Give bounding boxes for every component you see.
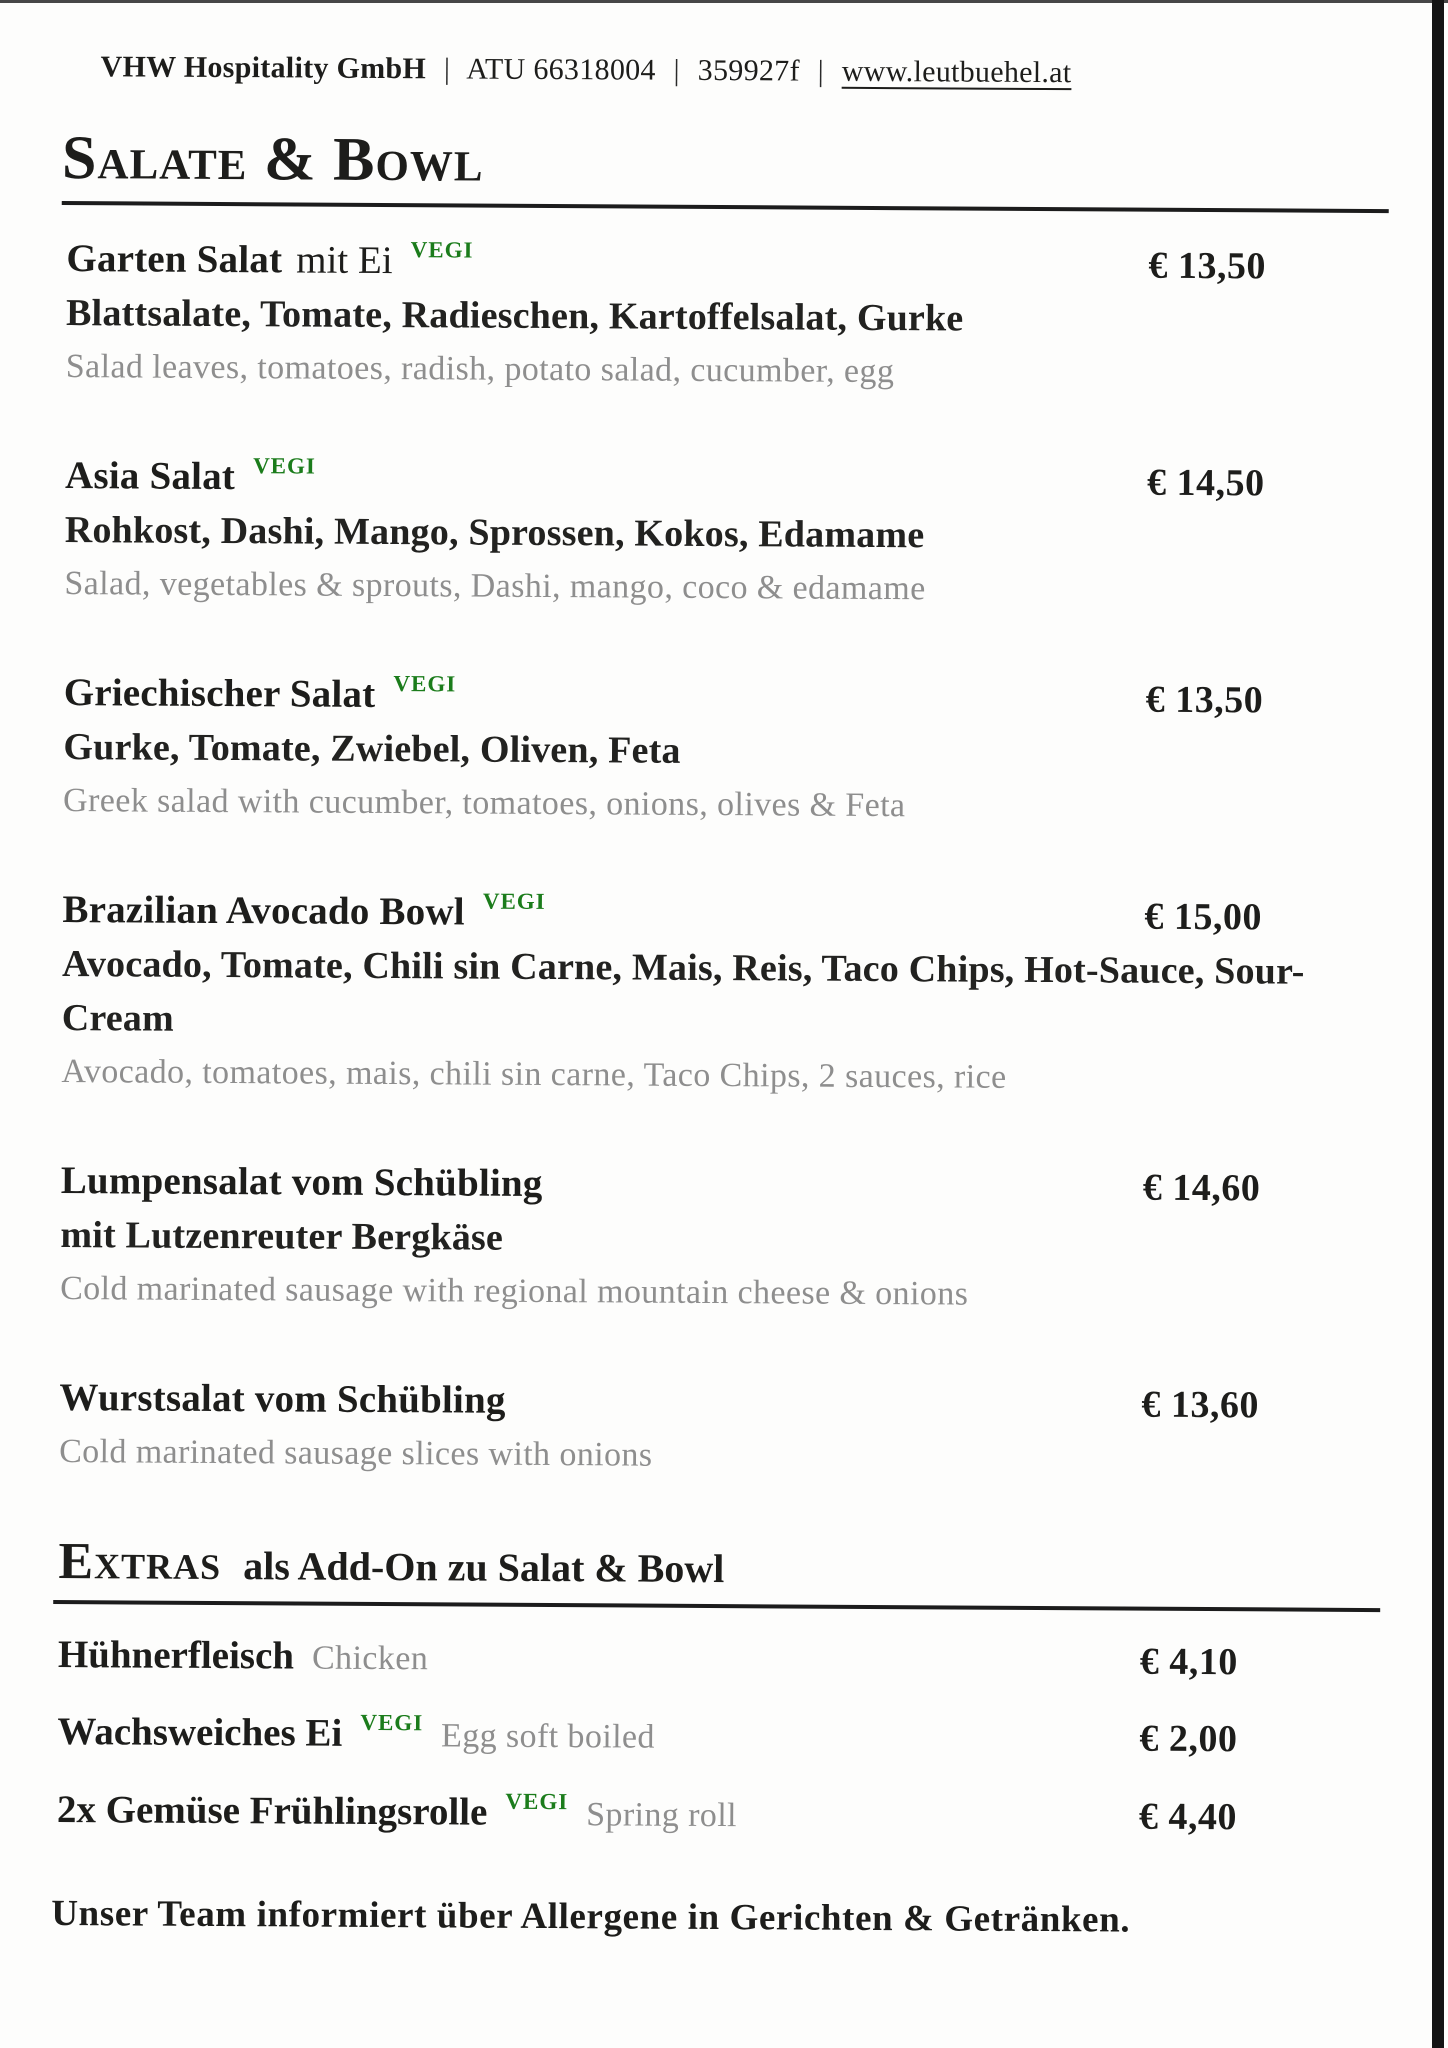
extras-list bbox=[57, 1630, 1380, 1844]
section-divider bbox=[62, 201, 1389, 213]
menu-item-garten-salat bbox=[66, 231, 1389, 400]
allergen-note: Unser Team informiert über Allergene in Gerichten & Getränken. bbox=[51, 1892, 1131, 1941]
section-title-salate-bowl: Salate & Bowl bbox=[61, 124, 484, 195]
item-description-en: Avocado, tomatoes, mais, chili sin carne, Taco Chips, 2 sauces, rice bbox=[61, 1052, 1007, 1096]
item-description-en: Greek salad with cucumber, tomatoes, onions, olives & Feta bbox=[62, 781, 906, 824]
item-price: € 14,50 bbox=[1146, 461, 1265, 505]
extras-subtitle: als Add-On zu Salat & Bowl bbox=[243, 1542, 725, 1591]
item-price: € 13,50 bbox=[1145, 678, 1264, 722]
item-description-en: Spring roll bbox=[586, 1796, 738, 1835]
item-price: € 13,60 bbox=[1141, 1383, 1260, 1426]
register-number: 359927f bbox=[697, 53, 800, 88]
item-price: € 14,60 bbox=[1142, 1166, 1261, 1210]
section-divider bbox=[53, 1600, 1380, 1612]
item-price: € 13,50 bbox=[1148, 244, 1267, 288]
item-price: € 2,00 bbox=[1139, 1718, 1238, 1761]
item-description-en: Cold marinated sausage with regional mountain cheese & onions bbox=[60, 1269, 969, 1313]
menu-item-lumpensalat bbox=[60, 1153, 1383, 1322]
item-description-en: Salad, vegetables & sprouts, Dashi, mango, coco & edamame bbox=[64, 564, 926, 608]
menu-item-brazilian-avocado-bowl bbox=[61, 882, 1384, 1105]
item-name-suffix: mit Ei bbox=[296, 238, 393, 283]
item-name: Wurstsalat vom Schübling bbox=[59, 1375, 506, 1422]
item-name: Hühnerfleisch bbox=[57, 1632, 295, 1678]
item-price: € 4,10 bbox=[1139, 1640, 1238, 1683]
item-name: Brazilian Avocado Bowl bbox=[62, 887, 465, 934]
item-description-de: Blattsalate, Tomate, Radieschen, Kartoffelsalat, Gurke bbox=[65, 292, 964, 340]
item-description-de: Gurke, Tomate, Zwiebel, Oliven, Feta bbox=[63, 725, 681, 772]
item-description-en: Salad leaves, tomatoes, radish, potato salad, cucumber, egg bbox=[65, 348, 895, 391]
item-name: Lumpensalat vom Schübling bbox=[60, 1158, 543, 1205]
extras-title: Extras bbox=[58, 1532, 222, 1591]
item-name: Asia Salat bbox=[64, 454, 236, 499]
vegi-badge: VEGI bbox=[393, 670, 457, 697]
extras-item-huehnerfleisch bbox=[58, 1630, 1380, 1689]
item-description-en: Egg soft boiled bbox=[441, 1717, 655, 1757]
salads-list bbox=[59, 231, 1389, 1484]
item-description-en: Chicken bbox=[311, 1639, 429, 1677]
vegi-badge: VEGI bbox=[410, 237, 474, 263]
menu-item-wurstsalat bbox=[59, 1370, 1382, 1485]
extras-item-wachsweiches-ei bbox=[57, 1706, 1379, 1766]
item-description-de: Avocado, Tomate, Chili sin Carne, Mais, Reis, Taco Chips, Hot-Sauce, Sour-Cream bbox=[61, 942, 1305, 1040]
vegi-badge: VEGI bbox=[505, 1788, 569, 1815]
item-name: 2x Gemüse Frühlingsrolle bbox=[56, 1788, 488, 1834]
tax-id: ATU 66318004 bbox=[466, 52, 656, 87]
item-name: Griechischer Salat bbox=[63, 670, 376, 716]
item-price: € 15,00 bbox=[1144, 895, 1263, 939]
menu-item-asia-salat bbox=[64, 448, 1387, 617]
header-separator: | bbox=[673, 53, 681, 87]
header-separator: | bbox=[817, 54, 825, 88]
item-name: Garten Salat bbox=[66, 237, 283, 282]
extras-section bbox=[52, 1533, 1381, 1844]
item-description-de: Rohkost, Dashi, Mango, Sprossen, Kokos, Edamame bbox=[64, 508, 925, 557]
item-name: Wachsweiches Ei bbox=[57, 1710, 343, 1756]
document-header bbox=[100, 50, 1389, 92]
header-separator: | bbox=[443, 52, 451, 86]
vegi-badge: VEGI bbox=[482, 888, 546, 914]
vegi-badge: VEGI bbox=[360, 1710, 424, 1736]
item-description-en: Cold marinated sausage slices with onions bbox=[59, 1432, 653, 1474]
vegi-badge: VEGI bbox=[253, 453, 316, 479]
company-name: VHW Hospitality GmbH bbox=[100, 50, 427, 86]
website-link[interactable]: www.leutbuehel.at bbox=[841, 54, 1072, 90]
menu-item-griechischer-salat bbox=[63, 665, 1386, 834]
section-title-extras bbox=[58, 1533, 1380, 1598]
item-price: € 4,40 bbox=[1138, 1795, 1238, 1839]
extras-item-fruehlingsrolle bbox=[57, 1784, 1379, 1844]
item-name-line2: mit Lutzenreuter Bergkäse bbox=[60, 1213, 504, 1259]
